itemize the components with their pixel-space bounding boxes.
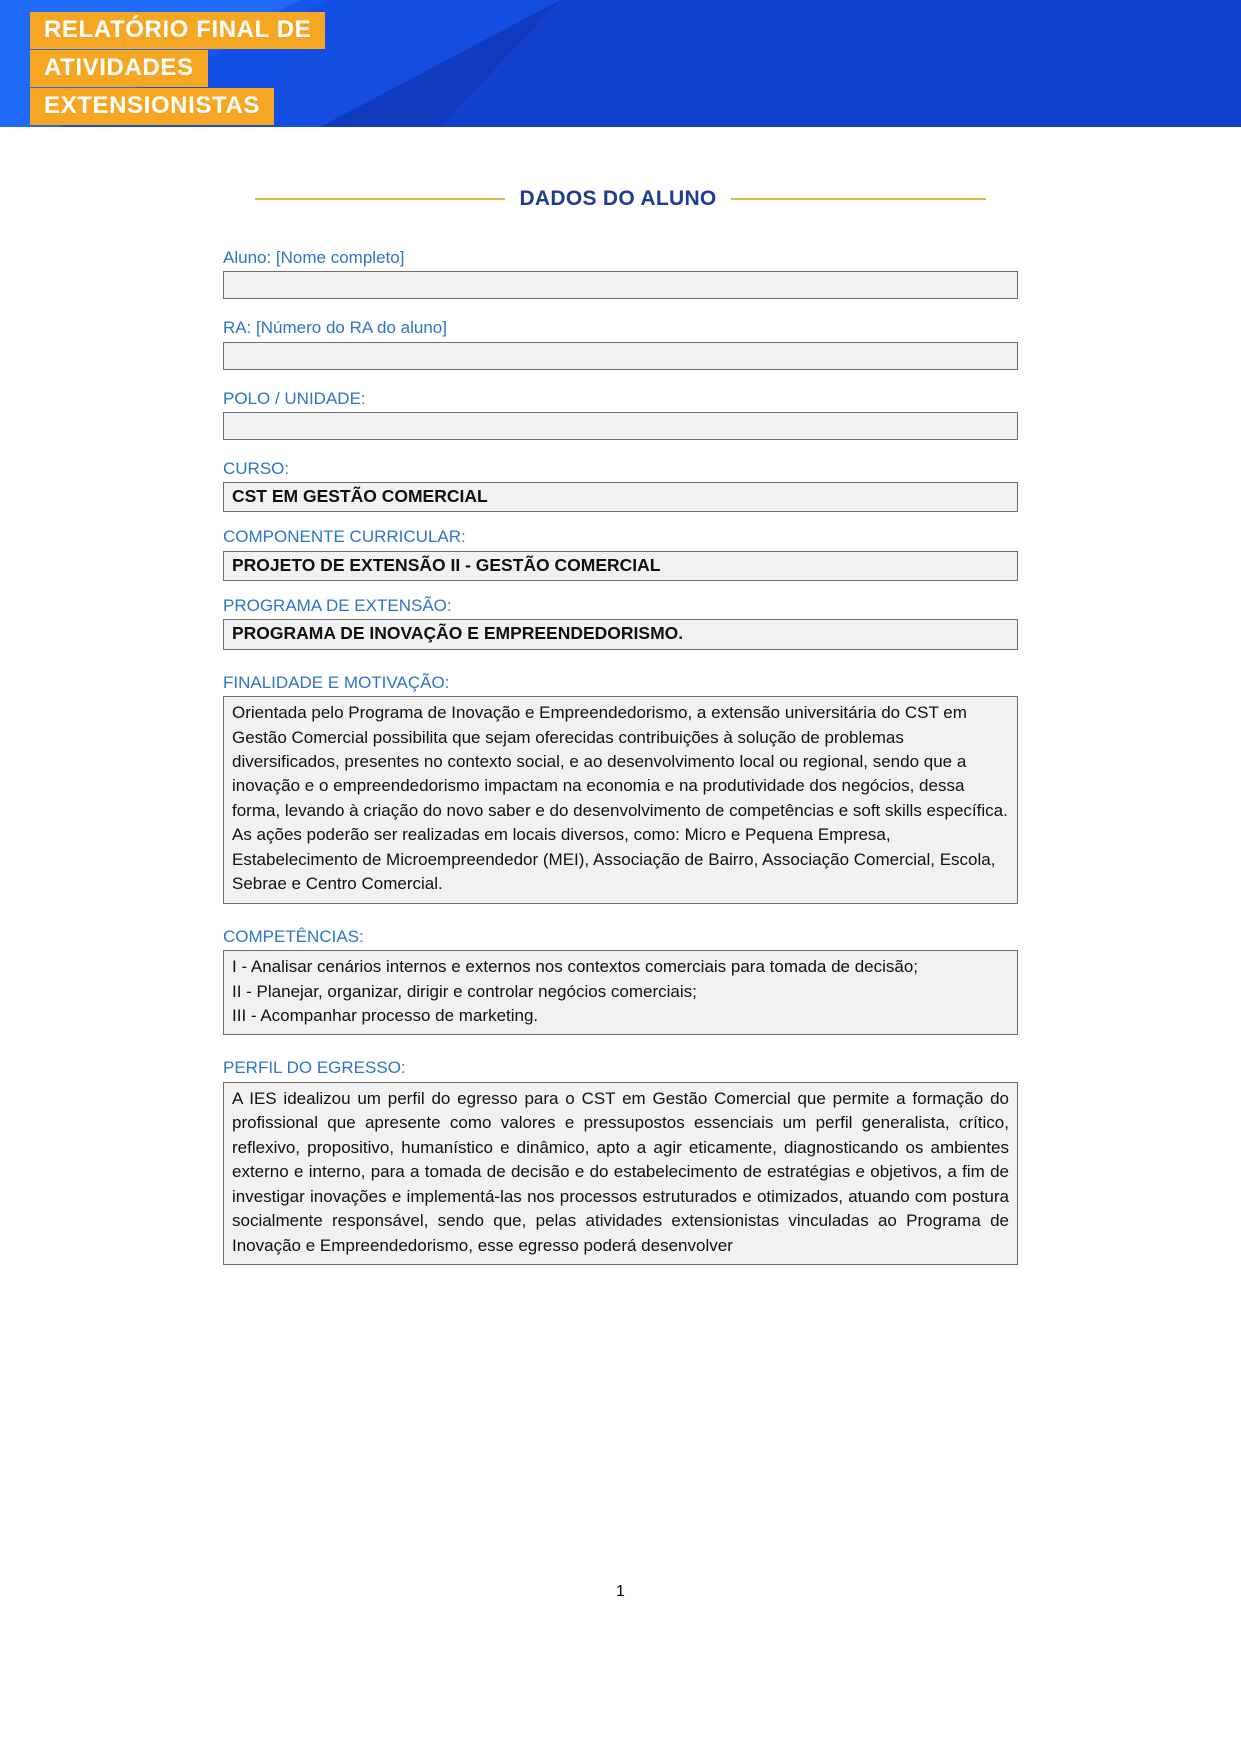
polo-unidade-input[interactable] [223,412,1018,440]
field-label-programa-extensao: PROGRAMA DE EXTENSÃO: [223,596,452,616]
document-page [0,127,1241,1600]
field-aluno [223,247,1018,299]
perfil-egresso-text[interactable]: A IES idealizou um perfil do egresso para o CST em Gestão Comercial que permite a formação do profissional que apresente como valores e pressupostos essenciais um perfil generalista, crítico, reflexivo, propositivo, humanístico e dinâmico, apto a agir eticamente, diagnosticando os ambientes externo e interno, para a tomada de decisão e do estabelecimento de estratégias e objetivos, a fim de investigar inovações e implementá-las nos processos estruturados e otimizados, atuando com postura socialmente responsável, sendo que, pelas atividades extensionistas vinculadas ao Programa de Inovação e Empreendedorismo, esse egresso poderá desenvolver [223,1082,1018,1265]
competencia-item-1: I - Analisar cenários internos e externos nos contextos comerciais para tomada de decisão; [232,957,919,977]
programa-extensao-input[interactable]: PROGRAMA DE INOVAÇÃO E EMPREENDEDORISMO. [223,619,1018,649]
field-finalidade-motivacao [223,672,1018,904]
field-label-finalidade-motivacao: FINALIDADE E MOTIVAÇÃO: [223,672,450,692]
componente-curricular-input[interactable]: PROJETO DE EXTENSÃO II - GESTÃO COMERCIAL [223,551,1018,581]
section-header-dados-do-aluno [223,187,1018,211]
field-polo-unidade [223,388,1018,440]
banner-title-line-3: EXTENSIONISTAS [30,88,274,125]
banner-title-group [30,12,325,126]
aluno-input[interactable] [223,271,1018,299]
ra-input[interactable] [223,342,1018,370]
finalidade-motivacao-text[interactable]: Orientada pelo Programa de Inovação e Empreendedorismo, a extensão universitária do CST em Gestão Comercial possibilita que sejam oferecidas contribuições à solução de problemas diversificados, presentes no contexto social, e ao desenvolvimento local ou regional, sendo que a inovação e o empreendedorismo impactam na economia e na produtividade dos negócios, dessa forma, levando à criação do novo saber e do desenvolvimento de competências e soft skills específica. As ações poderão ser realizadas em locais diversos, como: Micro e Pequena Empresa, Estabelecimento de Microempreendedor (MEI), Associação de Bairro, Associação Comercial, Escola, Sebrae e Centro Comercial. [223,696,1018,904]
field-label-curso: CURSO: [223,458,290,478]
field-perfil-egresso [223,1057,1018,1265]
header-banner [0,0,1241,127]
field-curso [223,458,1018,513]
field-componente-curricular [223,526,1018,581]
field-programa-extensao [223,595,1018,650]
field-label-polo-unidade: POLO / UNIDADE: [223,388,366,408]
page-number: 1 [616,1583,625,1600]
competencia-item-3: III - Acompanhar processo de marketing. [232,1006,539,1025]
page-content [223,127,1018,1265]
banner-title-line-2: ATIVIDADES [30,50,208,87]
section-rule-right [731,198,986,200]
field-label-perfil-egresso: PERFIL DO EGRESSO: [223,1058,406,1078]
field-label-componente-curricular: COMPONENTE CURRICULAR: [223,527,466,547]
banner-title-line-1: RELATÓRIO FINAL DE [30,12,325,49]
section-rule-left [255,198,505,200]
field-competencias [223,926,1018,1036]
competencias-text[interactable] [223,950,1018,1035]
field-label-competencias: COMPETÊNCIAS: [223,926,364,946]
field-ra [223,317,1018,369]
field-label-aluno: Aluno: [Nome completo] [223,248,405,267]
page-title: DADOS DO ALUNO [519,187,717,210]
curso-input[interactable]: CST EM GESTÃO COMERCIAL [223,482,1018,512]
field-label-ra: RA: [Número do RA do aluno] [223,318,447,338]
competencia-item-2: II - Planejar, organizar, dirigir e controlar negócios comerciais; [232,981,697,1001]
